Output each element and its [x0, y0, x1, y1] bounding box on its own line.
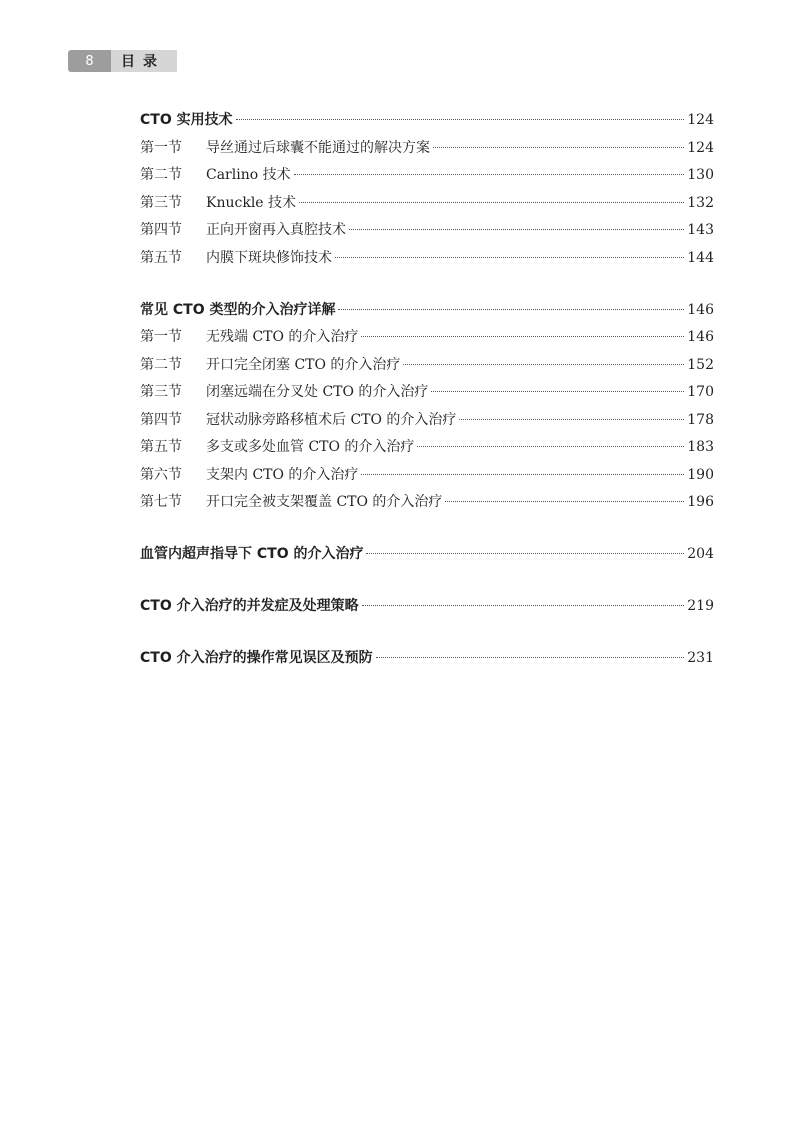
toc-section[interactable]: [140, 434, 714, 462]
chapter-title: CTO 实用技术: [140, 112, 233, 128]
page-number: 146: [687, 329, 714, 345]
page-number: 196: [687, 494, 714, 510]
running-header: [68, 50, 177, 72]
page-number: 124: [687, 139, 714, 156]
dot-leader: [299, 202, 684, 203]
section-number: 第四节: [140, 411, 182, 428]
page-number: 152: [687, 356, 714, 373]
toc-section[interactable]: [140, 217, 714, 245]
header-page-number: 8: [68, 50, 111, 72]
page-number: 130: [687, 167, 714, 183]
section-title: 正向开窗再入真腔技术: [206, 222, 346, 238]
toc-chapter[interactable]: [140, 541, 714, 569]
chapter-title: 血管内超声指导下 CTO 的介入治疗: [140, 546, 364, 562]
section-number: 第二节: [140, 167, 182, 183]
table-of-contents: [140, 107, 714, 673]
section-title: 开口完全被支架覆盖 CTO 的介入治疗: [206, 494, 443, 510]
section-number: 第七节: [140, 494, 182, 510]
section-number: 第三节: [140, 384, 182, 400]
section-number: 第三节: [140, 194, 182, 211]
toc-section[interactable]: [140, 245, 714, 273]
chapter-title: CTO 介入治疗的操作常见误区及预防: [140, 650, 373, 666]
dot-leader: [445, 501, 684, 502]
dot-leader: [349, 229, 684, 230]
dot-leader: [459, 419, 684, 420]
section-number: 第五节: [140, 249, 182, 266]
toc-chapter[interactable]: [140, 645, 714, 673]
dot-leader: [376, 657, 685, 658]
toc-section[interactable]: [140, 489, 714, 517]
dot-leader: [361, 474, 684, 475]
chapter-title: 常见 CTO 类型的介入治疗详解: [140, 301, 336, 318]
toc-chapter[interactable]: [140, 593, 714, 621]
section-title: 内膜下斑块修饰技术: [206, 249, 332, 266]
section-title: 支架内 CTO 的介入治疗: [206, 466, 359, 483]
toc-section[interactable]: [140, 324, 714, 352]
header-title: 目录: [111, 50, 177, 72]
toc-section[interactable]: [140, 190, 714, 218]
toc-section[interactable]: [140, 162, 714, 190]
page-number: 143: [687, 222, 714, 238]
group-gap: [140, 272, 714, 297]
chapter-title: CTO 介入治疗的并发症及处理策略: [140, 598, 359, 614]
dot-leader: [431, 391, 684, 392]
section-number: 第一节: [140, 329, 182, 345]
section-number: 第六节: [140, 466, 182, 483]
page-number: 231: [687, 650, 714, 666]
toc-section[interactable]: [140, 352, 714, 380]
toc-section[interactable]: [140, 407, 714, 435]
section-title: 闭塞远端在分叉处 CTO 的介入治疗: [206, 384, 429, 400]
page-number: 190: [687, 466, 714, 483]
section-title: 开口完全闭塞 CTO 的介入治疗: [206, 356, 401, 373]
dot-leader: [433, 147, 684, 148]
dot-leader: [335, 257, 684, 258]
page-number: 132: [687, 194, 714, 211]
page-number: 124: [687, 112, 714, 128]
section-number: 第五节: [140, 439, 182, 455]
section-title: 无残端 CTO 的介入治疗: [206, 329, 359, 345]
page-number: 146: [687, 301, 714, 318]
section-title: 冠状动脉旁路移植术后 CTO 的介入治疗: [206, 411, 457, 428]
dot-leader: [403, 364, 684, 365]
page-number: 219: [687, 598, 714, 614]
toc-chapter[interactable]: [140, 297, 714, 325]
dot-leader: [366, 553, 684, 554]
page-number: 170: [687, 384, 714, 400]
toc-section[interactable]: [140, 135, 714, 163]
section-title: 导丝通过后球囊不能通过的解决方案: [206, 139, 430, 156]
group-gap: [140, 621, 714, 646]
group-gap: [140, 569, 714, 594]
section-title: 多支或多处血管 CTO 的介入治疗: [206, 439, 415, 455]
toc-section[interactable]: [140, 462, 714, 490]
section-title: Knuckle 技术: [206, 194, 297, 211]
dot-leader: [417, 446, 684, 447]
dot-leader: [362, 605, 685, 606]
page-number: 178: [687, 411, 714, 428]
toc-chapter[interactable]: [140, 107, 714, 135]
dot-leader: [236, 119, 685, 120]
page-number: 204: [687, 546, 714, 562]
page-number: 144: [687, 249, 714, 266]
section-number: 第四节: [140, 222, 182, 238]
section-number: 第二节: [140, 356, 182, 373]
toc-section[interactable]: [140, 379, 714, 407]
dot-leader: [338, 309, 684, 310]
group-gap: [140, 517, 714, 542]
section-number: 第一节: [140, 139, 182, 156]
dot-leader: [294, 174, 685, 175]
dot-leader: [361, 336, 684, 337]
page-number: 183: [687, 439, 714, 455]
section-title: Carlino 技术: [206, 167, 291, 183]
